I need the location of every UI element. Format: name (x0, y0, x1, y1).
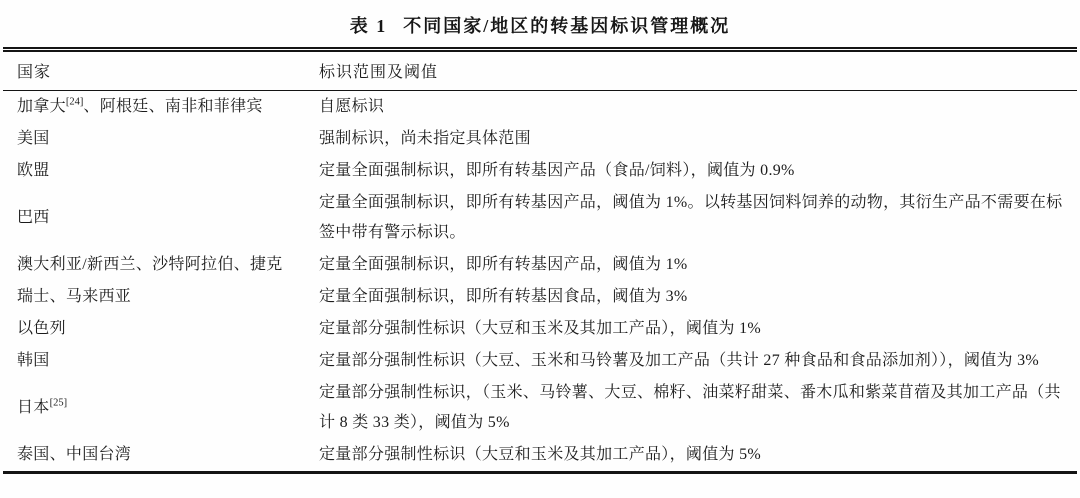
scope-cell: 定量部分强制性标识（大豆、玉米和马铃薯及加工产品（共计 27 种食品和食品添加剂）），阈值为 3% (319, 352, 1040, 369)
country-cell (3, 91, 305, 124)
scope-cell: 强制标识，尚未指定具体范围 (319, 130, 531, 147)
country-cell (3, 123, 305, 155)
table-row (3, 155, 1077, 187)
scope-cell: 定量全面强制标识，即所有转基因产品，阈值为 1% (319, 256, 688, 273)
country-cell (3, 313, 305, 345)
country-name: 巴西 (17, 209, 50, 226)
table-header (3, 50, 1077, 91)
country-cell (3, 155, 305, 187)
scope-cell: 定量全面强制标识，即所有转基因食品，阈值为 3% (319, 288, 688, 305)
scope-cell: 定量部分强制性标识（大豆和玉米及其加工产品），阈值为 5% (319, 446, 762, 463)
table-row (3, 281, 1077, 313)
citation-ref: [25] (49, 397, 68, 409)
table-row (3, 123, 1077, 155)
country-name: 以色列 (17, 320, 66, 337)
country-cell (3, 439, 305, 473)
country-name: 加拿大 (17, 98, 66, 115)
country-rest: 、阿根廷、南非和菲律宾 (83, 98, 263, 115)
table-row (3, 187, 1077, 249)
scope-cell: 自愿标识 (319, 98, 385, 115)
country-name: 泰国、中国台湾 (17, 446, 132, 463)
country-name: 欧盟 (17, 162, 50, 179)
column-header-scope: 标识范围及阈值 (305, 50, 1077, 91)
scope-cell: 定量全面强制标识，即所有转基因产品（食品/饲料），阈值为 0.9% (319, 162, 795, 179)
country-cell (3, 345, 305, 377)
gmo-labeling-table (3, 47, 1077, 474)
table-row (3, 439, 1077, 473)
table-title-text: 不同国家/地区的转基因标识管理概况 (403, 16, 731, 36)
country-cell (3, 377, 305, 439)
country-name: 澳大利亚/新西兰、沙特阿拉伯、捷克 (17, 256, 283, 273)
table-number: 表 1 (349, 16, 388, 36)
country-cell (3, 281, 305, 313)
scope-cell: 定量部分强制性标识（大豆和玉米及其加工产品），阈值为 1% (319, 320, 762, 337)
table-row (3, 377, 1077, 439)
table-row (3, 91, 1077, 124)
country-name: 韩国 (17, 352, 50, 369)
table-caption (0, 0, 1080, 38)
table-body (3, 91, 1077, 473)
table-row (3, 313, 1077, 345)
citation-ref: [24] (65, 96, 84, 108)
country-name: 美国 (17, 130, 50, 147)
country-name: 瑞士、马来西亚 (17, 288, 132, 305)
scope-cell: 定量部分强制性标识，（玉米、马铃薯、大豆、棉籽、油菜籽甜菜、番木瓜和紫菜苜蓿及其加工产品（共计 8 类 33 类），阈值为 5% (319, 384, 1061, 431)
table-row (3, 345, 1077, 377)
country-cell (3, 187, 305, 249)
country-cell (3, 249, 305, 281)
table-row (3, 249, 1077, 281)
country-name: 日本 (17, 399, 50, 416)
column-header-country: 国家 (3, 50, 305, 91)
scope-cell: 定量全面强制标识，即所有转基因产品，阈值为 1%。以转基因饲料饲养的动物，其衍生产品不需要在标签中带有警示标识。 (319, 194, 1063, 241)
